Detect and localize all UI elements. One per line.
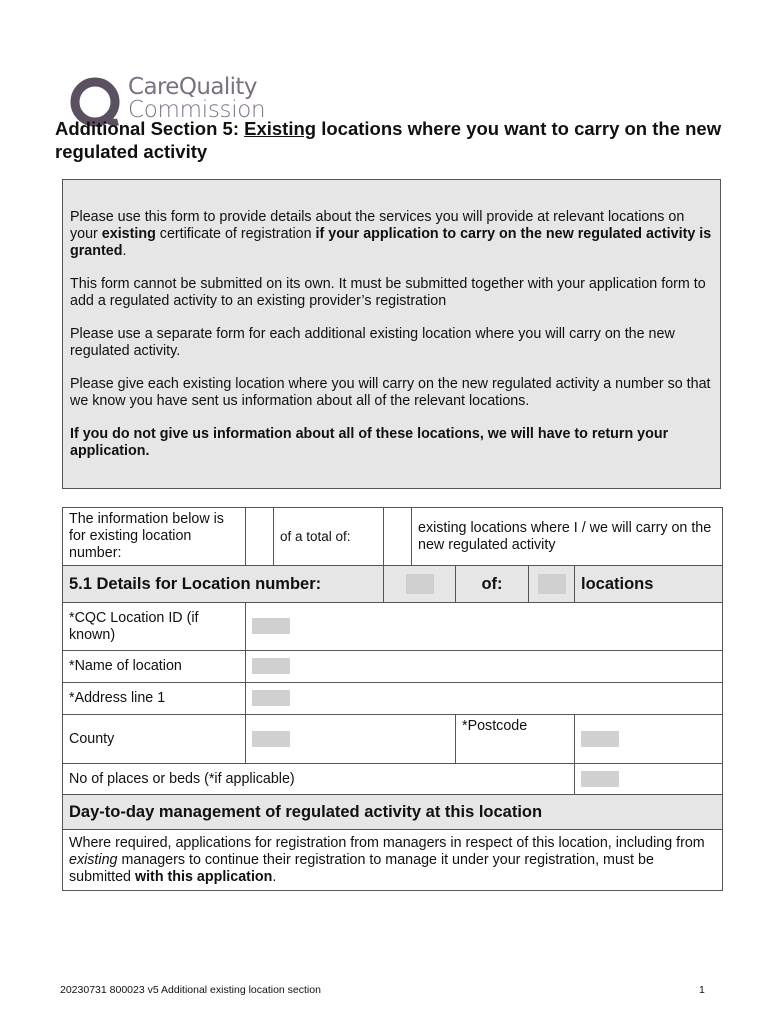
address-row <box>63 683 723 715</box>
intro-paragraph-2: This form cannot be submitted on its own. It must be submitted together with your application form to add a regulated activity to an existing provider’s registration <box>70 276 706 309</box>
management-header-row <box>63 795 723 830</box>
location-total-field[interactable] <box>538 574 566 594</box>
address-input-cell[interactable] <box>246 683 723 715</box>
county-input-cell[interactable] <box>246 715 456 764</box>
existing-locations-label: existing locations where I / we will carry on the new regulated activity <box>412 508 723 566</box>
name-input-cell[interactable] <box>246 651 723 683</box>
postcode-field[interactable] <box>581 731 619 747</box>
location-total-cell[interactable] <box>529 566 575 603</box>
intro-box <box>62 179 721 489</box>
intro-paragraph-3: Please use a separate form for each additional existing location where you will carry on the new regulated activity. <box>70 326 675 359</box>
heading-suffix: locations where you want to carry on the new regulated activity <box>55 118 722 162</box>
cqc-id-label: *CQC Location ID (if known) <box>63 603 246 651</box>
logo-line1: CareQuality <box>128 74 257 100</box>
places-input-cell[interactable] <box>575 764 723 795</box>
heading-prefix: Additional Section 5: <box>55 118 245 139</box>
places-row <box>63 764 723 795</box>
name-label: *Name of location <box>63 651 246 683</box>
cqc-id-row <box>63 603 723 651</box>
management-title: Day-to-day management of regulated activity at this location <box>63 795 723 830</box>
cqc-id-input-cell[interactable] <box>246 603 723 651</box>
location-number-input[interactable] <box>246 508 274 566</box>
heading-underlined: Existing <box>244 118 317 139</box>
locations-label: locations <box>575 566 723 603</box>
total-locations-input[interactable] <box>384 508 412 566</box>
location-details-table <box>62 507 723 891</box>
of-total-label: of a total of: <box>274 508 384 566</box>
management-text: Where required, applications for registration from managers in respect of this location, including from existing managers to continue their registration to manage it under your registration, must be submitted with this application. <box>63 830 723 891</box>
info-for-label: The information below is for existing location number: <box>63 508 246 566</box>
logo-line2: Commission <box>128 97 266 123</box>
section-header-row <box>63 566 723 603</box>
page-title <box>55 117 735 163</box>
county-field[interactable] <box>252 731 290 747</box>
intro-paragraph-5: If you do not give us information about all of these locations, we will have to return your application. <box>70 426 669 459</box>
of-label: of: <box>456 566 529 603</box>
address-label: *Address line 1 <box>63 683 246 715</box>
places-label: No of places or beds (*if applicable) <box>63 764 575 795</box>
section-title: 5.1 Details for Location number: <box>63 566 384 603</box>
cqc-logo <box>66 72 286 122</box>
county-label: County <box>63 715 246 764</box>
footer-doc-ref: 20230731 800023 v5 Additional existing location section <box>60 984 321 996</box>
places-field[interactable] <box>581 771 619 787</box>
management-text-row <box>63 830 723 891</box>
name-field[interactable] <box>252 658 290 674</box>
intro-paragraph-1: Please use this form to provide details about the services you will provide at relevant locations on your existing certificate of registration if your application to carry on the new regulated activity is granted. <box>70 209 712 259</box>
postcode-input-cell[interactable] <box>575 715 723 764</box>
address-field[interactable] <box>252 690 290 706</box>
footer-page-number: 1 <box>699 984 705 996</box>
location-number-row <box>63 508 723 566</box>
postcode-label: *Postcode <box>456 715 575 764</box>
name-row <box>63 651 723 683</box>
location-number-cell[interactable] <box>384 566 456 603</box>
location-number-field[interactable] <box>406 574 434 594</box>
intro-paragraph-4: Please give each existing location where you will carry on the new regulated activity a number so that we know you have sent us information about all of the relevant locations. <box>70 376 711 409</box>
cqc-id-field[interactable] <box>252 618 290 634</box>
county-row <box>63 715 723 764</box>
